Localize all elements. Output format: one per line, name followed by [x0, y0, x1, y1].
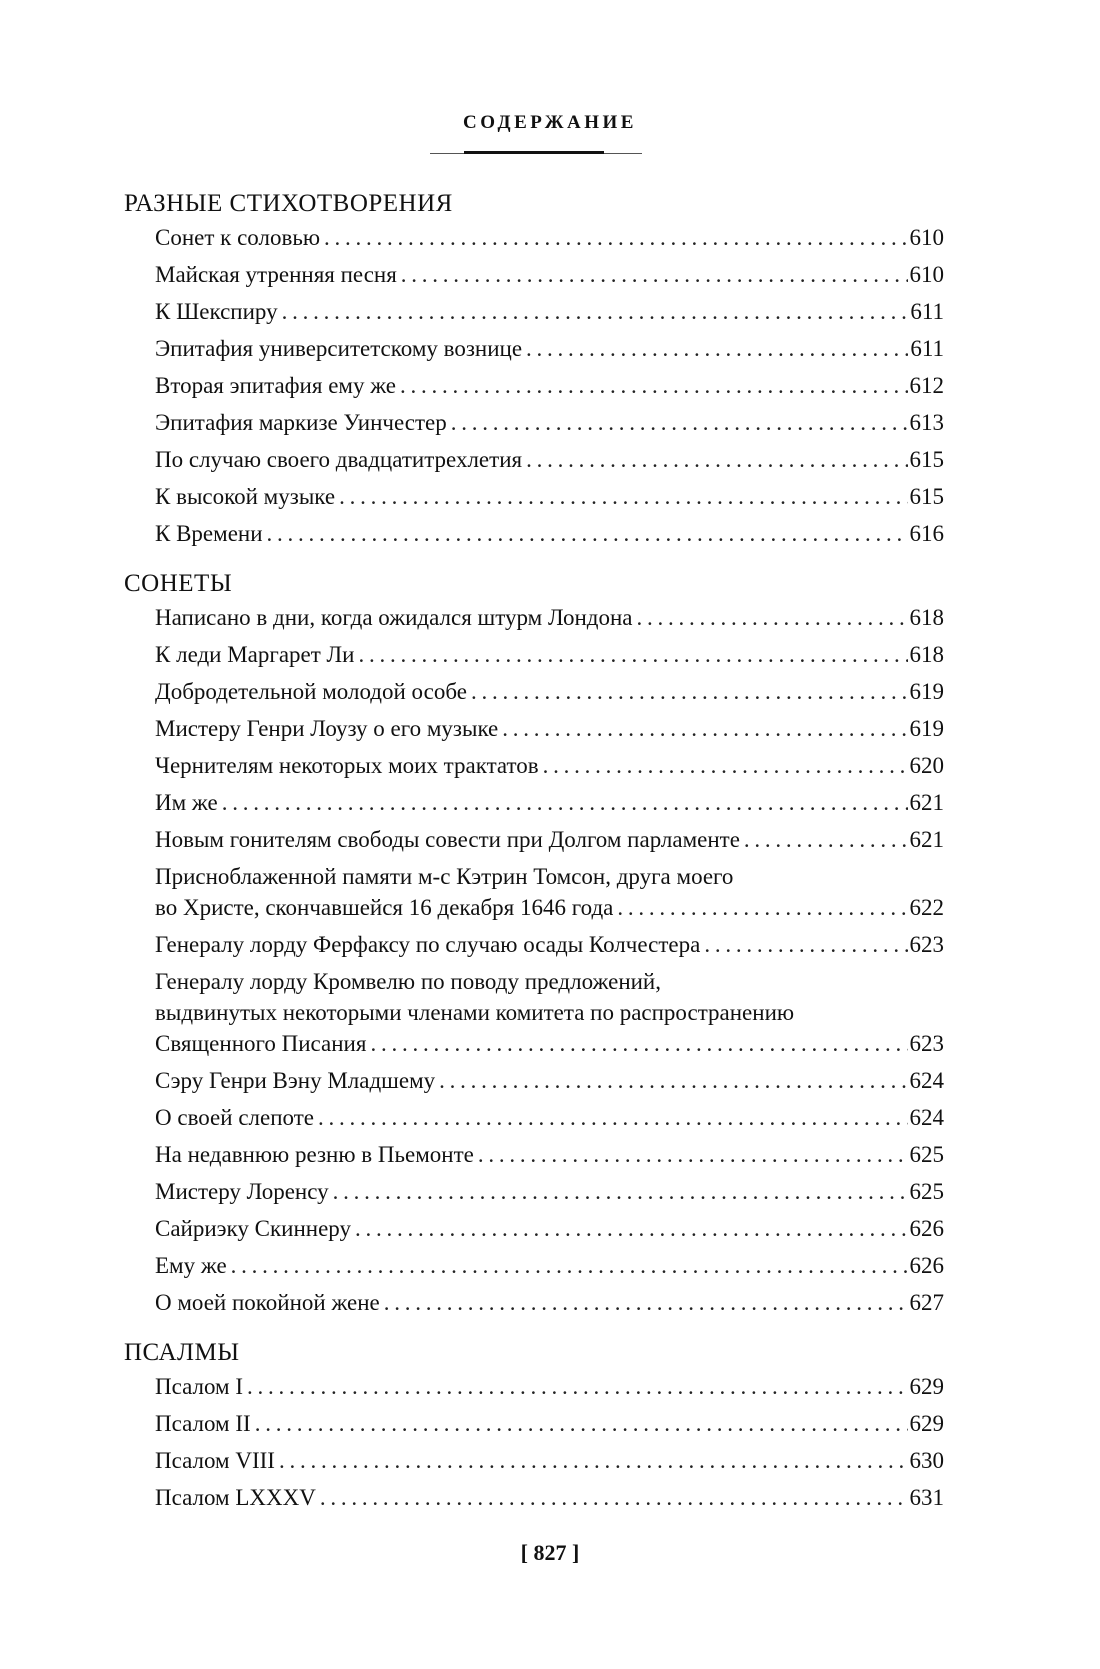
entry-title: Майская утренняя песня — [155, 259, 401, 290]
entry-title: Псалом I — [155, 1371, 247, 1402]
entry-page-number: 618 — [909, 642, 944, 667]
entry-title: Им же — [155, 787, 222, 818]
entry-page-number: 626 — [909, 1216, 944, 1241]
toc-entry[interactable] — [155, 787, 944, 818]
entry-title: Псалом LXXXV — [155, 1482, 320, 1513]
entry-page-number: 623 — [909, 932, 944, 957]
entry-page-number: 615 — [909, 484, 944, 509]
entry-page-number: 629 — [909, 1374, 944, 1399]
entry-title-line: Генералу лорду Кромвелю по поводу предложений, — [155, 969, 661, 994]
dot-leader — [358, 639, 907, 670]
entry-title: Мистеру Лоренсу — [155, 1176, 333, 1207]
toc-entry[interactable] — [155, 1102, 944, 1133]
dot-leader — [267, 518, 908, 549]
entry-page-number: 631 — [909, 1485, 944, 1510]
entry-page-number: 625 — [909, 1142, 944, 1167]
dot-leader — [222, 787, 908, 818]
toc-entry[interactable] — [155, 259, 944, 290]
toc-entry[interactable] — [155, 1176, 944, 1207]
toc-entry[interactable] — [155, 639, 944, 670]
entry-title: Ему же — [155, 1250, 231, 1281]
dot-leader — [502, 713, 907, 744]
entry-title: Мистеру Генри Лоузу о его музыке — [155, 713, 502, 744]
page-number: [ 827 ] — [520, 1540, 580, 1565]
entry-title: Написано в дни, когда ожидался штурм Лондона — [155, 602, 637, 633]
dot-leader — [400, 370, 907, 401]
dot-leader — [401, 259, 908, 290]
toc-entry[interactable] — [155, 407, 944, 438]
toc-section — [124, 1335, 944, 1513]
entry-title: Псалом VIII — [155, 1445, 279, 1476]
header-rule-accent — [464, 151, 604, 154]
entry-page-number: 630 — [909, 1448, 944, 1473]
entry-title: Сэру Генри Вэну Младшему — [155, 1065, 439, 1096]
entry-page-number: 612 — [909, 373, 944, 398]
entry-title: К высокой музыке — [155, 481, 339, 512]
dot-leader — [279, 1445, 908, 1476]
toc-entry[interactable] — [155, 713, 944, 744]
dot-leader — [704, 929, 907, 960]
entry-page-number: 627 — [909, 1290, 944, 1315]
dot-leader — [231, 1250, 908, 1281]
entry-title: Новым гонителям свободы совести при Долгом парламенте — [155, 824, 744, 855]
dot-leader — [282, 296, 909, 327]
toc-entry[interactable] — [155, 1482, 944, 1513]
toc-entry[interactable] — [155, 861, 944, 923]
entry-page-number: 619 — [909, 716, 944, 741]
toc-entry[interactable] — [155, 1139, 944, 1170]
running-head: СОДЕРЖАНИЕ — [463, 112, 637, 133]
toc-entry[interactable] — [155, 222, 944, 253]
toc-entry[interactable] — [155, 518, 944, 549]
dot-leader — [526, 444, 907, 475]
entry-page-number: 619 — [909, 679, 944, 704]
entry-page-number: 611 — [910, 336, 944, 361]
dot-leader — [384, 1287, 908, 1318]
dot-leader — [478, 1139, 908, 1170]
table-of-contents — [124, 186, 944, 1530]
dot-leader — [355, 1213, 908, 1244]
toc-entry[interactable] — [155, 370, 944, 401]
entry-title-line: выдвинутых некоторыми членами комитета по распространению — [155, 1000, 795, 1025]
toc-entry[interactable] — [155, 1408, 944, 1439]
toc-entry[interactable] — [155, 929, 944, 960]
entry-title: К Времени — [155, 518, 267, 549]
entry-title: Эпитафия маркизе Уинчестер — [155, 407, 451, 438]
toc-entry[interactable] — [155, 1287, 944, 1318]
toc-entry[interactable] — [155, 333, 944, 364]
entry-page-number: 629 — [909, 1411, 944, 1436]
toc-entry[interactable] — [155, 602, 944, 633]
toc-entry[interactable] — [155, 824, 944, 855]
toc-entry[interactable] — [155, 966, 944, 1059]
entry-page-number: 618 — [909, 605, 944, 630]
toc-section — [124, 186, 944, 549]
entry-page-number: 611 — [910, 299, 944, 324]
entry-title: О моей покойной жене — [155, 1287, 384, 1318]
toc-entry[interactable] — [155, 750, 944, 781]
entry-title: во Христе, скончавшейся 16 декабря 1646 года — [155, 892, 617, 923]
toc-entry[interactable] — [155, 1250, 944, 1281]
toc-entry[interactable] — [155, 676, 944, 707]
entry-page-number: 616 — [909, 521, 944, 546]
dot-leader — [370, 1028, 907, 1059]
section-title: ПСАЛМЫ — [124, 1339, 240, 1366]
entry-page-number: 610 — [909, 225, 944, 250]
entry-title: К леди Маргарет Ли — [155, 639, 358, 670]
dot-leader — [471, 676, 908, 707]
entry-title: На недавнюю резню в Пьемонте — [155, 1139, 478, 1170]
toc-entry[interactable] — [155, 481, 944, 512]
entry-title: К Шекспиру — [155, 296, 282, 327]
entry-page-number: 620 — [909, 753, 944, 778]
dot-leader — [451, 407, 908, 438]
entry-page-number: 624 — [909, 1068, 944, 1093]
entry-page-number: 624 — [909, 1105, 944, 1130]
entry-title: По случаю своего двадцатитрехлетия — [155, 444, 526, 475]
entry-title: Генералу лорду Ферфаксу по случаю осады Колчестера — [155, 929, 704, 960]
dot-leader — [439, 1065, 907, 1096]
entry-page-number: 613 — [909, 410, 944, 435]
entry-page-number: 625 — [909, 1179, 944, 1204]
entry-page-number: 621 — [909, 790, 944, 815]
section-title: РАЗНЫЕ СТИХОТВОРЕНИЯ — [124, 190, 453, 217]
entry-page-number: 622 — [909, 895, 944, 920]
dot-leader — [526, 333, 908, 364]
dot-leader — [320, 1482, 908, 1513]
entry-title: Псалом II — [155, 1408, 255, 1439]
toc-entry[interactable] — [155, 444, 944, 475]
dot-leader — [333, 1176, 908, 1207]
entry-title-line: Присноблаженной памяти м-с Кэтрин Томсон, друга моего — [155, 864, 734, 889]
entry-title: Добродетельной молодой особе — [155, 676, 471, 707]
toc-entry[interactable] — [155, 1065, 944, 1096]
entry-title: Вторая эпитафия ему же — [155, 370, 400, 401]
dot-leader — [255, 1408, 908, 1439]
entry-title: Эпитафия университетскому вознице — [155, 333, 526, 364]
dot-leader — [617, 892, 907, 923]
dot-leader — [339, 481, 907, 512]
dot-leader — [543, 750, 908, 781]
dot-leader — [637, 602, 908, 633]
dot-leader — [744, 824, 908, 855]
toc-entry[interactable] — [155, 1371, 944, 1402]
entry-title: Священного Писания — [155, 1028, 370, 1059]
toc-entry[interactable] — [155, 1213, 944, 1244]
toc-entry[interactable] — [155, 1445, 944, 1476]
entry-title: О своей слепоте — [155, 1102, 318, 1133]
entry-title: Чернителям некоторых моих трактатов — [155, 750, 543, 781]
entry-title: Сайриэку Скиннеру — [155, 1213, 355, 1244]
entry-page-number: 615 — [909, 447, 944, 472]
toc-entry[interactable] — [155, 296, 944, 327]
section-title: СОНЕТЫ — [124, 570, 233, 597]
entry-page-number: 621 — [909, 827, 944, 852]
toc-section — [124, 566, 944, 1318]
dot-leader — [324, 222, 908, 253]
dot-leader — [318, 1102, 908, 1133]
entry-page-number: 623 — [909, 1031, 944, 1056]
dot-leader — [247, 1371, 907, 1402]
entry-page-number: 626 — [909, 1253, 944, 1278]
entry-title: Сонет к соловью — [155, 222, 324, 253]
entry-page-number: 610 — [909, 262, 944, 287]
